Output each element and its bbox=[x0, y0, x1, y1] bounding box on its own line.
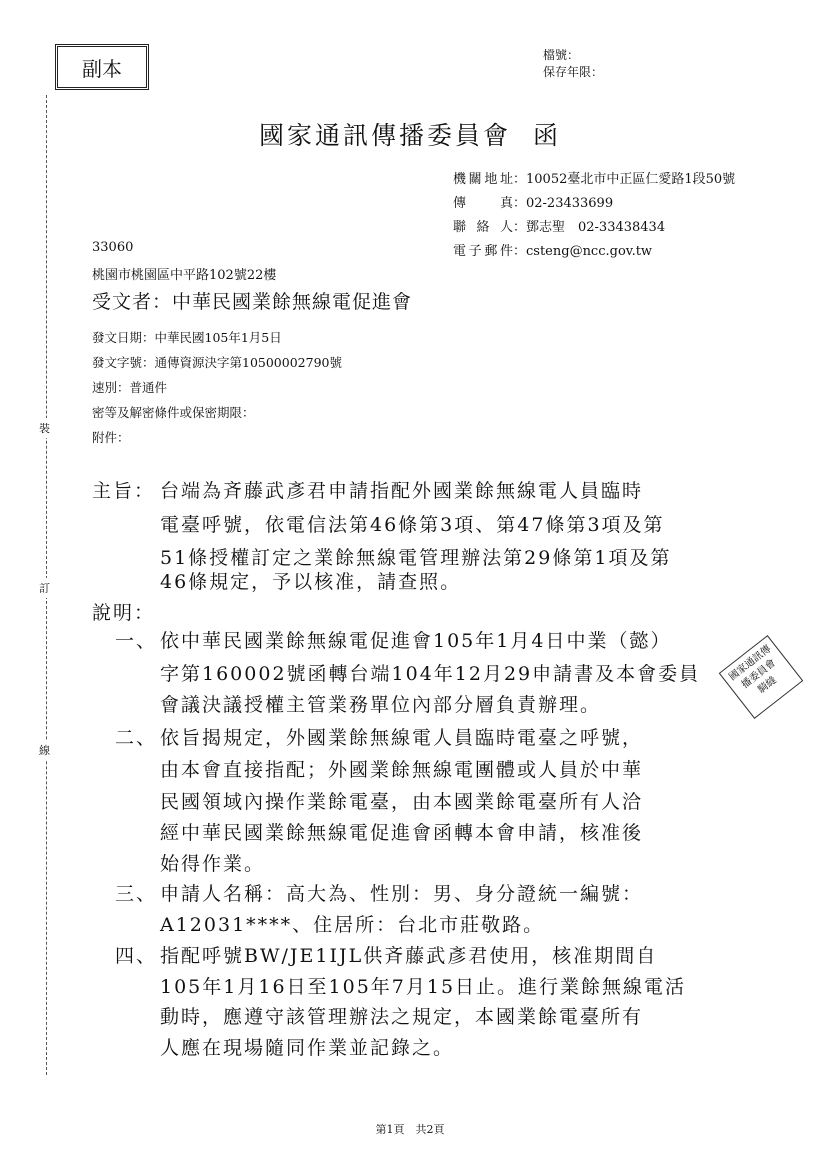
subject-label: 主旨： bbox=[92, 480, 156, 502]
delivery-speed: 速別：普通件 bbox=[92, 380, 168, 395]
item-number: 二、 bbox=[115, 727, 158, 749]
item-line: 民國領域內操作業餘電臺，由本國業餘電臺所有人洽 bbox=[160, 791, 644, 813]
item-line: A12031****、住居所：台北市莊敬路。 bbox=[160, 914, 545, 936]
document-number: 發文字號：通傳資源決字第10500002790號 bbox=[92, 355, 342, 370]
postal-code: 33060 bbox=[92, 240, 134, 255]
sender-contact-value: ：鄧志聖 02-33438434 bbox=[513, 220, 666, 235]
item-line: 依旨揭規定，外國業餘無線電人員臨時電臺之呼號， bbox=[160, 727, 644, 749]
sender-address-label: 機關地址 bbox=[453, 172, 513, 187]
sender-contact-label: 聯絡人 bbox=[453, 220, 513, 235]
item-line: 105年1月16日至105年7月15日止。進行業餘無線電活 bbox=[160, 976, 687, 998]
issue-date: 發文日期：中華民國105年1月5日 bbox=[92, 330, 282, 345]
sender-email bbox=[453, 240, 652, 259]
agency-name: 國家通訊傳播委員會 bbox=[258, 121, 511, 150]
item-number: 一、 bbox=[115, 630, 158, 652]
sender-contact bbox=[453, 216, 665, 235]
sender-fax-value: ：02-23433699 bbox=[513, 196, 614, 211]
subject-line: 電臺呼號，依電信法第46條第3項、第47條第3項及第 bbox=[160, 514, 665, 536]
document-title bbox=[0, 116, 820, 152]
sender-fax bbox=[453, 192, 613, 211]
item-line: 會議決議授權主管業務單位內部分層負責辦理。 bbox=[160, 694, 602, 716]
seal-stamp: 國家通訊傳播委員會 騎縫 bbox=[719, 635, 804, 719]
item-line: 字第160002號函轉台端104年12月29申請書及本會委員 bbox=[160, 663, 701, 685]
item-line: 始得作業。 bbox=[160, 853, 266, 875]
file-number-label: 檔號： bbox=[543, 48, 580, 62]
binding-mark-zhuang: 裝 bbox=[39, 418, 50, 438]
item-line: 依中華民國業餘無線電促進會105年1月4日中業（懿） bbox=[160, 630, 672, 652]
item-number: 四、 bbox=[115, 945, 158, 967]
item-line: 動時，應遵守該管理辦法之規定，本國業餘電臺所有 bbox=[160, 1006, 644, 1028]
document-type: 函 bbox=[533, 121, 562, 150]
copy-label: 副本 bbox=[57, 46, 147, 88]
binding-mark-ding: 訂 bbox=[39, 578, 50, 598]
sender-email-value: ：csteng@ncc.gov.tw bbox=[513, 244, 653, 259]
item-line: 指配呼號BW/JE1IJL供斉藤武彥君使用，核准期間自 bbox=[160, 945, 658, 967]
security-level: 密等及解密條件或保密期限： bbox=[92, 405, 255, 420]
item-line: 人應在現場隨同作業並記錄之。 bbox=[160, 1037, 455, 1059]
attachment: 附件： bbox=[92, 430, 130, 445]
item-line: 由本會直接指配；外國業餘無線電團體或人員於中華 bbox=[160, 759, 644, 781]
sender-address-value: ：10052臺北市中正區仁愛路1段50號 bbox=[513, 172, 736, 187]
retention-label: 保存年限： bbox=[543, 65, 604, 79]
subject-line: 51條授權訂定之業餘無線電管理辦法第29條第1項及第 bbox=[160, 547, 672, 569]
recipient: 受文者：中華民國業餘無線電促進會 bbox=[92, 291, 413, 313]
subject-line: 46條規定，予以核准，請查照。 bbox=[160, 571, 462, 593]
explanation-label: 說明： bbox=[92, 602, 156, 624]
recipient-address: 桃園市桃園區中平路102號22樓 bbox=[92, 268, 277, 283]
item-line: 申請人名稱：高大為、性別：男、身分證統一編號： bbox=[160, 883, 644, 905]
subject-line: 台端為斉藤武彥君申請指配外國業餘無線電人員臨時 bbox=[160, 480, 644, 502]
page-number: 第1頁 共2頁 bbox=[375, 1123, 445, 1136]
item-number: 三、 bbox=[115, 883, 158, 905]
sender-fax-label: 傳真 bbox=[453, 196, 513, 211]
binding-mark-xian: 線 bbox=[39, 740, 50, 760]
sender-address bbox=[453, 168, 735, 187]
item-line: 經中華民國業餘無線電促進會函轉本會申請，核准後 bbox=[160, 822, 644, 844]
sender-email-label: 電子郵件 bbox=[453, 244, 513, 259]
